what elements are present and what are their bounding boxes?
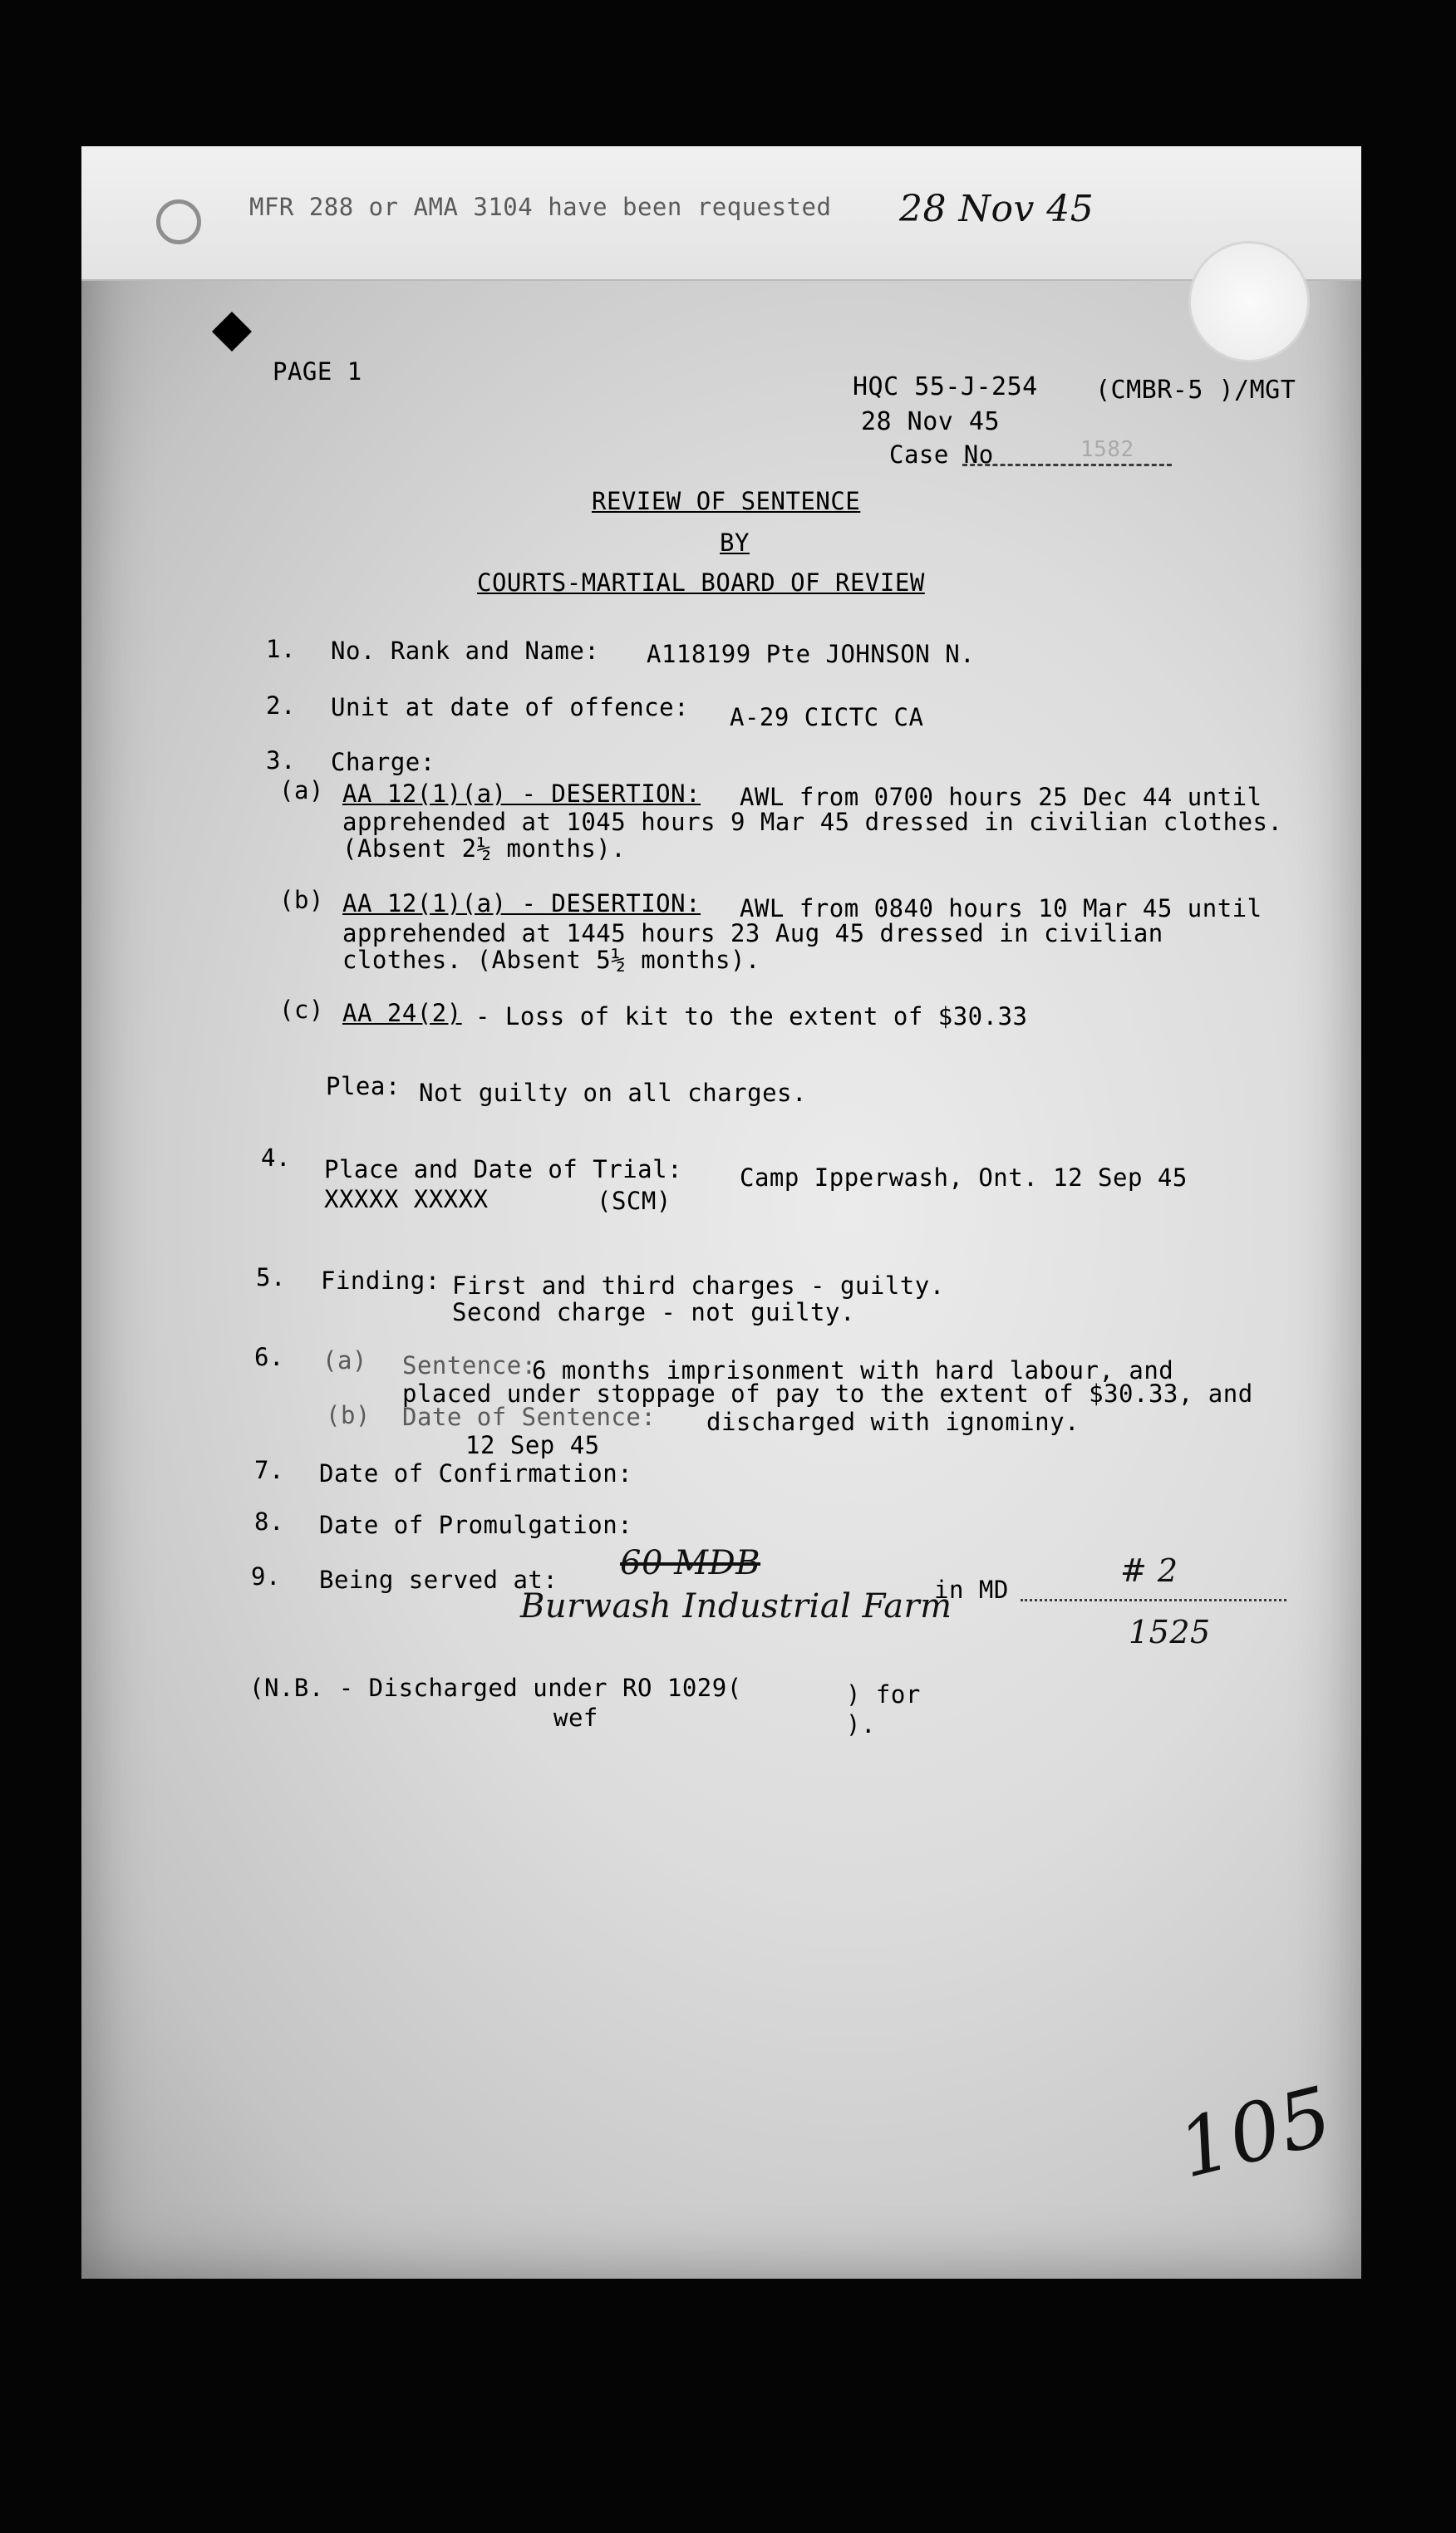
charge-a-line-3: (Absent 2½ months).	[342, 834, 627, 863]
charge-b-line-1: AWL from 0840 hours 10 Mar 45 until	[740, 894, 1262, 922]
item-4-number: 4.	[261, 1144, 291, 1172]
item-7-number: 7.	[254, 1456, 284, 1484]
item-1-value: A118199 Pte JOHNSON N.	[647, 640, 976, 668]
title-by: BY	[720, 529, 750, 557]
nb-line-2: wef	[553, 1704, 598, 1732]
item-3-number: 3.	[266, 746, 296, 775]
document-date: 28 Nov 45	[861, 407, 1001, 436]
item-9-label: Being served at:	[319, 1566, 558, 1594]
charge-c-reference: AA 24(2)	[342, 999, 462, 1027]
handwritten-location: Burwash Industrial Farm	[520, 1587, 952, 1626]
plea-label: Plea:	[326, 1072, 401, 1100]
page-label: PAGE 1	[273, 357, 362, 386]
item-4-label: Place and Date of Trial:	[324, 1155, 683, 1183]
board-reference: (CMBR-5 )/MGT	[1095, 376, 1296, 405]
charge-c-text: - Loss of kit to the extent of $30.33	[475, 1002, 1028, 1030]
title-review: REVIEW OF SENTENCE	[592, 487, 861, 515]
nb-close-1: ) for	[846, 1680, 921, 1709]
struck-location: 60 MDB	[620, 1544, 761, 1582]
item-8-label: Date of Promulgation:	[319, 1511, 633, 1539]
item-7-label: Date of Confirmation:	[319, 1459, 633, 1488]
sentence-line-1: 6 months imprisonment with hard labour, and	[532, 1356, 1174, 1385]
charge-a-reference: AA 12(1)(a) - DESERTION:	[342, 780, 701, 808]
charge-a-letter: (a)	[279, 776, 324, 804]
item-3-label: Charge:	[331, 748, 435, 776]
item-6b-label: Date of Sentence:	[402, 1403, 657, 1431]
item-8-number: 8.	[254, 1508, 284, 1536]
case-number: 1582	[1080, 437, 1134, 462]
item-6b-letter: (b)	[326, 1401, 371, 1429]
item-4-struck-type: XXXXX XXXXX	[324, 1185, 489, 1213]
handwritten-md-number: # 2	[1120, 1552, 1178, 1589]
sentence-line-2: placed under stoppage of pay to the extent of $30.33, and	[402, 1380, 1253, 1408]
item-2-number: 2.	[266, 691, 296, 720]
item-2-label: Unit at date of offence:	[331, 693, 690, 721]
charge-b-line-2: apprehended at 1445 hours 23 Aug 45 dressed in civilian	[342, 919, 1163, 947]
md-dotted-line	[1021, 1599, 1286, 1601]
item-5-number: 5.	[256, 1263, 286, 1291]
handwritten-number: 1525	[1129, 1614, 1211, 1650]
charge-b-letter: (b)	[279, 886, 324, 914]
item-5-line-1: First and third charges - guilty.	[452, 1271, 945, 1300]
charge-b-reference: AA 12(1)(a) - DESERTION:	[342, 889, 701, 917]
item-1-label: No. Rank and Name:	[331, 637, 600, 665]
sentence-date: 12 Sep 45	[465, 1431, 600, 1459]
file-reference: HQC 55-J-254	[853, 372, 1038, 401]
item-9-md-label: in MD	[934, 1576, 1009, 1604]
charge-b-line-3: clothes. (Absent 5½ months).	[342, 946, 760, 974]
item-5-line-2: Second charge - not guilty.	[452, 1298, 855, 1326]
plea-value: Not guilty on all charges.	[419, 1079, 807, 1107]
item-1-number: 1.	[266, 635, 296, 663]
item-2-value: A-29 CICTC CA	[730, 703, 924, 731]
charge-c-letter: (c)	[279, 996, 324, 1024]
item-5-label: Finding:	[321, 1266, 440, 1295]
case-no-line	[962, 464, 1172, 466]
item-6a-label: Sentence:	[402, 1351, 537, 1380]
item-6a-letter: (a)	[322, 1346, 367, 1375]
case-label: Case No	[889, 440, 994, 469]
punch-hole-mark	[156, 199, 201, 244]
folio-number: 105	[1169, 2068, 1341, 2196]
item-6-number: 6.	[254, 1343, 284, 1371]
charge-a-line-2: apprehended at 1045 hours 9 Mar 45 dressed in civilian clothes.	[342, 808, 1283, 836]
title-board: COURTS-MARTIAL BOARD OF REVIEW	[477, 568, 925, 597]
stamp-mark	[1188, 241, 1310, 362]
item-9-number: 9.	[251, 1562, 281, 1591]
charge-a-line-1: AWL from 0700 hours 25 Dec 44 until	[740, 783, 1262, 811]
handwritten-date: 28 Nov 45	[899, 188, 1094, 230]
request-note: MFR 288 or AMA 3104 have been requested	[249, 193, 832, 221]
nb-close-2: ).	[846, 1710, 876, 1739]
item-4-value: Camp Ipperwash, Ont. 12 Sep 45	[740, 1163, 1188, 1192]
nb-line-1: (N.B. - Discharged under RO 1029(	[249, 1674, 742, 1702]
item-4-court-type: (SCM)	[597, 1187, 671, 1215]
sentence-line-3: discharged with ignominy.	[706, 1408, 1080, 1436]
